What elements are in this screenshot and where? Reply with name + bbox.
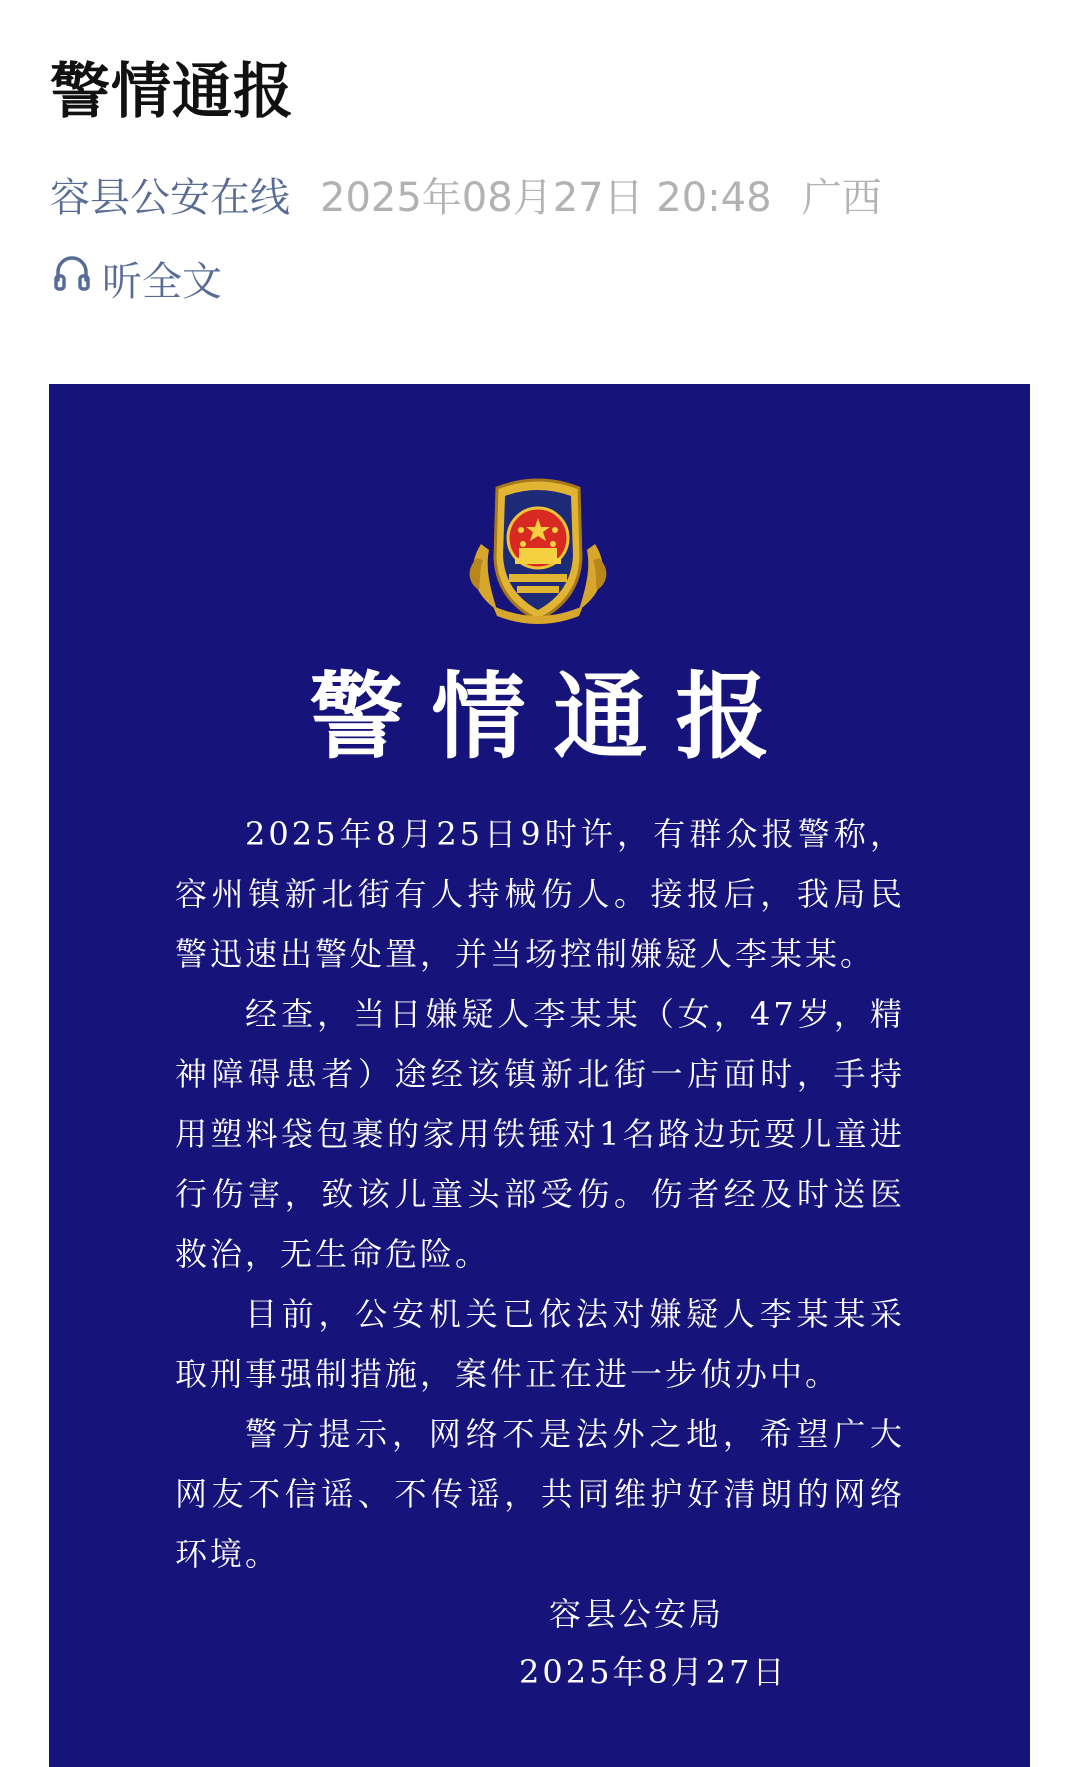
publish-time: 2025年08月27日 20:48: [320, 175, 772, 221]
headphones-icon: [54, 254, 102, 302]
publish-location: 广西: [801, 175, 882, 221]
account-name-link[interactable]: 容县公安在线: [50, 175, 290, 221]
listen-label: 听全文: [102, 258, 222, 305]
article-meta: [50, 170, 882, 226]
notice-paragraph: 警方提示，网络不是法外之地，希望广大网友不信谣、不传谣，共同维护好清朗的网络环境。: [175, 1415, 905, 1573]
police-emblem: [463, 474, 613, 629]
listen-full-text-button[interactable]: [54, 250, 222, 306]
article-title: 警情通报: [50, 57, 294, 127]
police-notice-image: [49, 384, 1030, 1767]
notice-paragraph: 目前，公安机关已依法对嫌疑人李某某采取刑事强制措施，案件正在进一步侦办中。: [175, 1295, 905, 1393]
notice-paragraph: 2025年8月25日9时许，有群众报警称，容州镇新北街有人持械伤人。接报后，我局民警迅速出警处置，并当场控制嫌疑人李某某。: [175, 815, 905, 973]
issuing-authority: 容县公安局: [549, 1595, 725, 1633]
notice-heading: 警情通报: [309, 662, 798, 772]
notice-body: [175, 804, 905, 1584]
notice-paragraph: 经查，当日嫌疑人李某某（女，47岁，精神障碍患者）途经该镇新北街一店面时，手持用塑料袋包裹的家用铁锤对1名路边玩耍儿童进行伤害，致该儿童头部受伤。伤者经及时送医救治，无生命危险。: [175, 995, 905, 1273]
notice-date: 2025年8月27日: [519, 1653, 788, 1691]
